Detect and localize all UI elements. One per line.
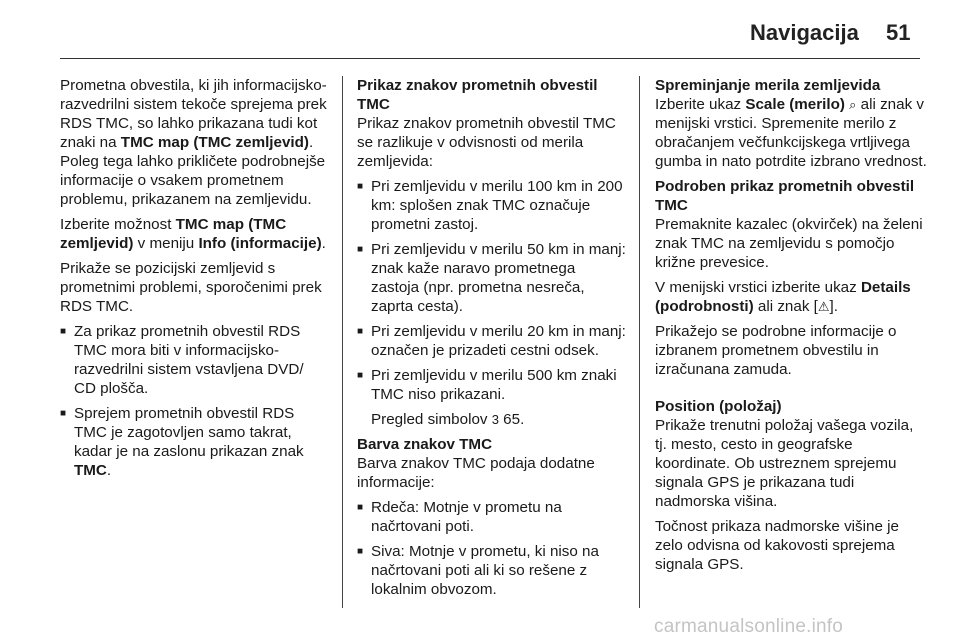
bullet-item: ■ Siva: Motnje v prometu, ki niso na načrtovani poti ali ki so rešene z lokalnim obvozom. xyxy=(357,542,627,599)
column-divider xyxy=(639,76,640,608)
header-rule xyxy=(60,58,920,59)
text: Pregled simbolov xyxy=(371,411,492,428)
text: Izberite možnost xyxy=(60,216,176,233)
section-heading: Spreminjanje merila zemljevida xyxy=(655,77,881,94)
section-heading: Prikaz znakov prometnih obvestil TMC xyxy=(357,77,598,113)
spacer xyxy=(655,385,927,397)
menu-term: TMC map (TMC zemljevid) xyxy=(120,134,309,151)
page-number: 51 xyxy=(886,20,911,45)
page-title: Navigacija xyxy=(750,20,859,45)
section-heading: Podroben prikaz prometnih obvestil TMC xyxy=(655,178,915,214)
bullet-item: ■ Pri zemljevidu v merilu 50 km in manj: znak kaže naravo prometnega zastoja (npr. prometna nesreča, zaprta cesta). xyxy=(357,240,627,316)
paragraph: Prikažejo se podrobne informacije o izbranem prometnem obvestilu in izračunana zamuda. xyxy=(655,323,897,378)
bullet-item: ■ Pri zemljevidu v merilu 100 km in 200 km: splošen znak TMC označuje prometni zastoj. xyxy=(357,177,627,234)
zoom-icon: ⌕ xyxy=(849,97,857,112)
column-1 xyxy=(60,76,328,486)
text: . Poleg tega lahko prikličete podrobnejše informacije o vsakem prometnem problemu, prikazanem na zemljevidu. xyxy=(60,134,326,208)
text: Prometna obvestila, ki jih informacijsko-razvedrilni sistem tekoče sprejema prek RDS TMC, so lahko prikazana tudi kot znaki na xyxy=(60,77,327,151)
text: V menijski vrstici izberite ukaz xyxy=(655,279,861,296)
paragraph: Točnost prikaza nadmorske višine je zelo odvisna od kakovosti sprejema signala GPS. xyxy=(655,518,899,573)
reference-arrow-icon: 3 xyxy=(491,412,499,427)
bullet-item: ■ Rdeča: Motnje v prometu na načrtovani poti. xyxy=(357,498,627,536)
text: Izberite ukaz xyxy=(655,96,746,113)
text: Sprejem prometnih obvestil RDS TMC je zagotovljen samo takrat, kadar je na zaslonu prikazan znak xyxy=(74,405,304,460)
bullet-item: ■ Pri zemljevidu v merilu 20 km in manj: označen je prizadeti cestni odsek. xyxy=(357,322,627,360)
paragraph: Prikaže trenutni položaj vašega vozila, tj. mesto, cesto in geografske koordinate. Ob ustreznem sprejemu signala GPS je prikazana tudi nadmorska višina. xyxy=(655,417,914,510)
bullet-item: ■ Pri zemljevidu v merilu 500 km znaki TMC niso prikazani. xyxy=(357,366,627,404)
paragraph xyxy=(60,215,328,253)
cross-reference xyxy=(357,410,627,429)
menu-term: TMC xyxy=(74,462,107,479)
paragraph: Premaknite kazalec (okvirček) na želeni znak TMC na zemljevidu s pomočjo križne prevesice. xyxy=(655,216,923,271)
text: 65. xyxy=(498,411,525,428)
text: ali znak [ xyxy=(753,298,818,315)
text: v meniju xyxy=(133,235,199,252)
paragraph: Prikaz znakov prometnih obvestil TMC se razlikuje v odvisnosti od merila zemljevida: xyxy=(357,115,616,170)
section-heading: Position (položaj) xyxy=(655,398,782,415)
bullet-item: ■ Za prikaz prometnih obvestil RDS TMC mora biti v informacijsko-razvedrilni sistem vstavljena DVD/ CD plošča. xyxy=(60,322,328,398)
menu-term: TMC map (TMC zemljevid) xyxy=(60,216,287,252)
warning-icon: ⚠ xyxy=(817,299,830,314)
column-2 xyxy=(357,76,627,605)
section-heading: Barva znakov TMC xyxy=(357,436,493,453)
menu-term: Scale (merilo) xyxy=(745,96,845,113)
text: . xyxy=(321,235,326,252)
column-3 xyxy=(655,76,927,580)
bullet-item xyxy=(60,404,328,480)
text: ]. xyxy=(829,298,838,315)
paragraph xyxy=(60,76,328,209)
text: ali znak v menijski vrstici. Spremenite merilo z obračanjem večfunkcijskega vrtljivega gumba in nato potrdite izbrano vrednost. xyxy=(655,96,927,170)
text: . xyxy=(106,462,112,479)
paragraph: Barva znakov TMC podaja dodatne informacije: xyxy=(357,455,595,491)
menu-term: Info (informacije) xyxy=(198,235,322,252)
paragraph xyxy=(655,95,927,171)
menu-term: Details (podrobnosti) xyxy=(655,279,911,315)
column-divider xyxy=(342,76,343,608)
paragraph: Prikaže se pozicijski zemljevid s prometnimi problemi, sporočenimi prek RDS TMC. xyxy=(60,260,322,315)
paragraph xyxy=(655,278,927,316)
watermark: carmanualsonline.info xyxy=(654,616,844,637)
